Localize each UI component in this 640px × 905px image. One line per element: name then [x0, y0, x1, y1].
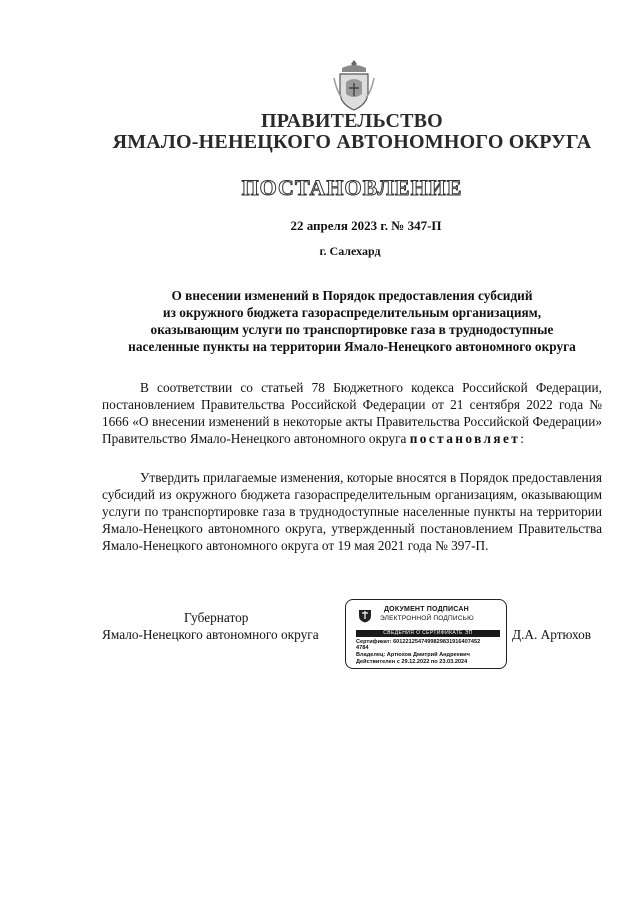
title-line: О внесении изменений в Порядок предоставления субсидий — [171, 288, 533, 303]
stamp-certificate-cont: 4784 — [356, 645, 369, 651]
stamp-owner: Владелец: Артюхов Дмитрий Андреевич — [356, 652, 470, 658]
preamble-end: : — [520, 431, 524, 446]
paragraph-resolution — [102, 469, 602, 554]
title-line: населенные пункты на территории Ямало-Ненецкого автономного округа — [128, 339, 576, 354]
title-line: оказывающим услуги по транспортировке газа в труднодоступные — [150, 322, 554, 337]
stamp-validity: Действителен с 29.12.2022 по 23.03.2024 — [356, 659, 468, 665]
preamble-text: В соответствии со статьей 78 Бюджетного кодекса Российской Федерации, постановлением Правительства Российской Федерации от 21 сентября 2022 года № 1666 «О внесении изменений в некоторые акты Правительства Российской Федерации» Правительство Ямало-Ненецкого автономного округа — [102, 380, 602, 446]
date-and-number: 22 апреля 2023 г. № 347-П — [290, 218, 442, 233]
stamp-line1: ДОКУМЕНТ ПОДПИСАН — [384, 606, 469, 613]
paragraph-preamble — [102, 379, 602, 447]
resolution-text: Утвердить прилагаемые изменения, которые вносятся в Порядок предоставления субсидий из окружного бюджета газораспределительным организациям, оказывающим услуги по транспортировке газа в труднодоступные населенные пункты на территории Ямало-Ненецкого автономного округа, утвержденный постановлением Правительства Ямало-Ненецкого автономного округа от 19 мая 2021 года № 397-П. — [102, 470, 602, 553]
government-name-line2: ЯМАЛО-НЕНЕЦКОГО АВТОНОМНОГО ОКРУГА — [112, 131, 592, 153]
document-title — [0, 287, 640, 355]
title-line: из окружного бюджета газораспределительным организациям, — [162, 305, 542, 320]
stamp-line2: ЭЛЕКТРОННОЙ ПОДПИСЬЮ — [380, 615, 474, 622]
emblem-icon — [358, 607, 372, 623]
stamp-certificate: Сертификат: 6012212547499829831916407452 — [356, 639, 481, 645]
electronic-signature-stamp — [345, 599, 507, 669]
coat-of-arms-icon — [332, 58, 376, 112]
government-name-line1: ПРАВИТЕЛЬСТВО — [261, 110, 443, 132]
signatory-position-line2: Ямало-Ненецкого автономного округа — [102, 627, 319, 642]
city: г. Салехард — [319, 244, 381, 258]
stamp-cert-header: СВЕДЕНИЯ О СЕРТИФИКАТЕ ЭП — [356, 630, 500, 637]
document-type: ПОСТАНОВЛЕНИЕ — [241, 175, 463, 200]
decree-word: постановляет — [409, 431, 521, 446]
signatory-position-line1: Губернатор — [184, 610, 249, 625]
signatory-name: Д.А. Артюхов — [512, 627, 592, 642]
